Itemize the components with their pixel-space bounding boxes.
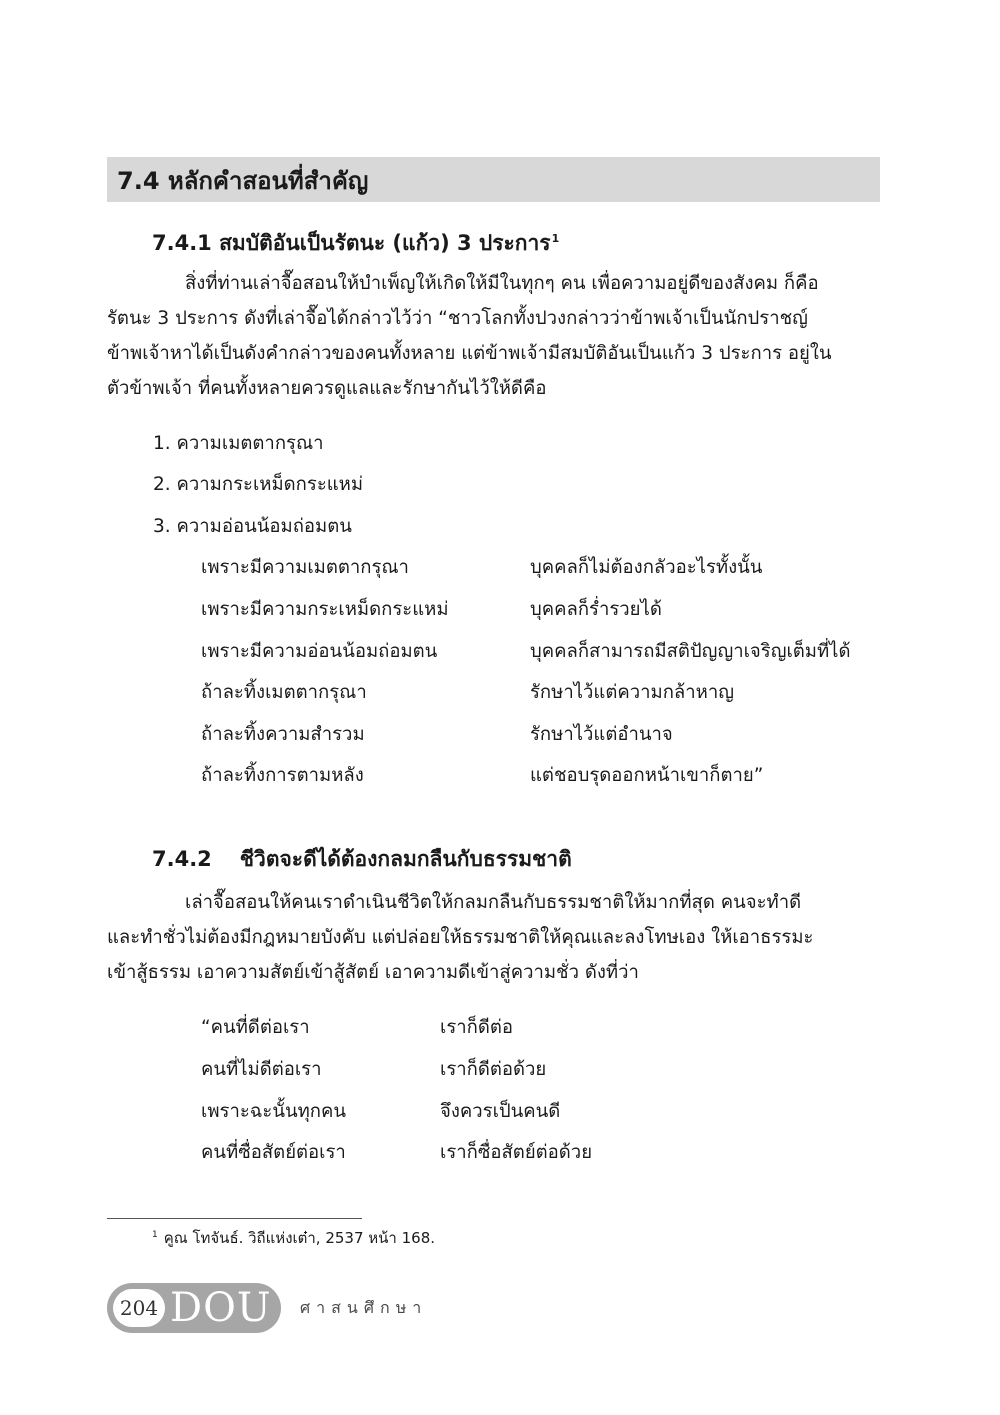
- list-item: 1. ความเมตตากรุณา: [153, 433, 324, 454]
- list-item: 2. ความกระเหม็ดกระแหม่: [153, 474, 364, 495]
- verse-row: [201, 554, 763, 582]
- paragraph-line: รัตนะ 3 ประการ ดังที่เล่าจื๊อได้กล่าวไว้ว่า “ชาวโลกทั้งปวงกล่าวว่าข้าพเจ้าเป็นนักปราชญ์: [107, 308, 808, 329]
- paragraph-line: และทำชั่วไม่ต้องมีกฎหมายบังคับ แต่ปล่อยให้ธรรมชาติให้คุณและลงโทษเอง ให้เอาธรรมะ: [107, 927, 814, 948]
- verse-left: เพราะมีความเมตตากรุณา: [201, 557, 409, 578]
- poem-right: เราก็ดีต่อด้วย: [440, 1059, 547, 1080]
- verse-right: บุคคลก็ร่ำรวยได้: [530, 599, 662, 620]
- paragraph-7-4-1: [107, 266, 880, 406]
- subsection-number: 7.4.1: [152, 231, 212, 255]
- subsection-heading-7-4-1: [152, 225, 559, 257]
- verse-left: เพราะมีความอ่อนน้อมถ่อมตน: [201, 641, 438, 662]
- poem-right: เราก็ซื่อสัตย์ต่อด้วย: [440, 1142, 593, 1163]
- subsection-title: สมบัติอันเป็นรัตนะ (แก้ว) 3 ประการ: [219, 231, 551, 255]
- poem-right: เราก็ดีต่อ: [440, 1017, 513, 1038]
- paragraph-line: ข้าพเจ้าหาได้เป็นดังคำกล่าวของคนทั้งหลาย แต่ข้าพเจ้ามีสมบัติอันเป็นแก้ว 3 ประการ อยู่ใน: [107, 343, 832, 364]
- footnote-reference: 1: [551, 232, 560, 245]
- paragraph-line: สิ่งที่ท่านเล่าจื๊อสอนให้บำเพ็ญให้เกิดให้มีในทุกๆ คน เพื่อความอยู่ดีของสังคม ก็คือ: [185, 273, 819, 294]
- paragraph-line: เล่าจื๊อสอนให้คนเราดำเนินชีวิตให้กลมกลืนกับธรรมชาติให้มากที่สุด คนจะทำดี: [185, 892, 802, 913]
- page-number: 204: [113, 1289, 165, 1327]
- subsection-number: 7.4.2: [152, 847, 212, 871]
- subsection-title: ชีวิตจะดีได้ต้องกลมกลืนกับธรรมชาติ: [239, 847, 572, 871]
- footnote-divider: [107, 1218, 362, 1219]
- verse-right: รักษาไว้แต่อำนาจ: [530, 724, 673, 745]
- verse-right: แต่ชอบรุดออกหน้าเขาก็ตาย”: [530, 765, 764, 786]
- verse-row: [201, 638, 851, 666]
- footnote: [152, 1224, 435, 1249]
- verse-row: [201, 596, 662, 624]
- poem-row: [201, 1098, 561, 1126]
- section-title: 7.4 หลักคำสอนที่สำคัญ: [117, 167, 369, 195]
- poem-left: เพราะฉะนั้นทุกคน: [201, 1101, 347, 1122]
- poem-row: [201, 1056, 547, 1084]
- poem-left: “คนที่ดีต่อเรา: [201, 1017, 310, 1038]
- verse-row: [201, 721, 673, 749]
- subsection-heading-7-4-2: [152, 845, 572, 873]
- dou-logo: DOU: [170, 1285, 272, 1331]
- paragraph-line: เข้าสู้ธรรม เอาความสัตย์เข้าสู้สัตย์ เอาความดีเข้าสู่ความชั่ว ดังที่ว่า: [107, 962, 639, 983]
- verse-right: บุคคลก็สามารถมีสติปัญญาเจริญเต็มที่ได้: [530, 641, 851, 662]
- course-title: ศาสนศึกษา: [300, 1298, 428, 1317]
- poem-right: จึงควรเป็นคนดี: [440, 1101, 561, 1122]
- verse-row: [201, 762, 764, 790]
- verse-left: ถ้าละทิ้งความสำรวม: [201, 724, 365, 745]
- paragraph-7-4-2: [107, 885, 880, 990]
- verse-row: [201, 679, 734, 707]
- poem-row: [201, 1139, 593, 1167]
- verse-right: รักษาไว้แต่ความกล้าหาญ: [530, 682, 734, 703]
- verse-right: บุคคลก็ไม่ต้องกลัวอะไรทั้งนั้น: [530, 557, 763, 578]
- verse-left: เพราะมีความกระเหม็ดกระแหม่: [201, 599, 449, 620]
- list-item: 3. ความอ่อนน้อมถ่อมตน: [153, 516, 352, 537]
- verse-left: ถ้าละทิ้งการตามหลัง: [201, 765, 364, 786]
- paragraph-line: ตัวข้าพเจ้า ที่คนทั้งหลายควรดูแลและรักษากันไว้ให้ดีคือ: [107, 378, 547, 399]
- footnote-text: คูณ โทจันธ์. วิถีแห่งเต๋า, 2537 หน้า 168.: [163, 1229, 436, 1247]
- poem-left: คนที่ซื่อสัตย์ต่อเรา: [201, 1142, 346, 1163]
- poem-left: คนที่ไม่ดีต่อเรา: [201, 1059, 322, 1080]
- verse-left: ถ้าละทิ้งเมตตากรุณา: [201, 682, 367, 703]
- footnote-marker: 1: [152, 1230, 158, 1240]
- poem-row: [201, 1014, 513, 1042]
